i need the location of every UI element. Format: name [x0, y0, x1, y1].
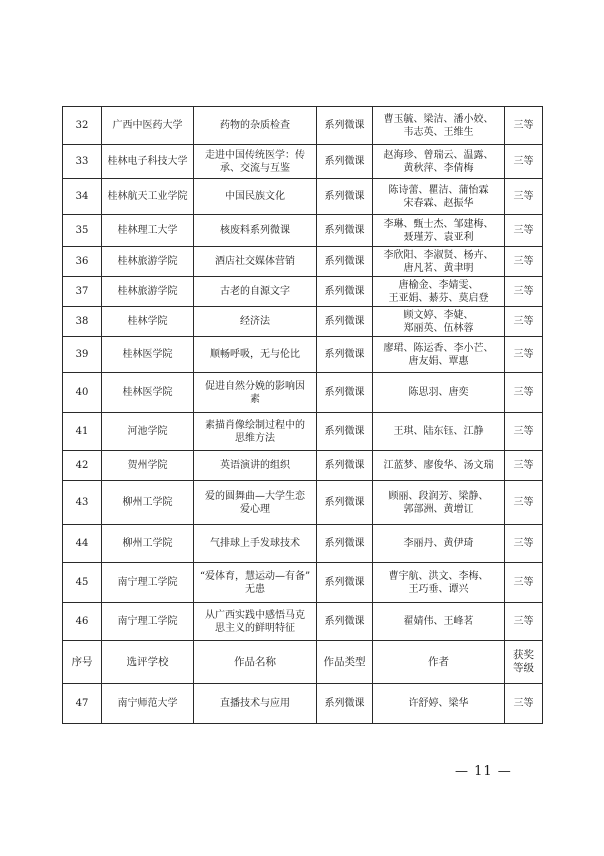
table-row — [63, 145, 543, 179]
cell-type: 系列微课 — [317, 179, 373, 215]
table-row — [63, 525, 543, 563]
cell-name: 经济法 — [194, 307, 317, 337]
header-award: 获奖 等级 — [505, 641, 543, 684]
table-row — [63, 247, 543, 277]
cell-no: 38 — [63, 307, 102, 337]
cell-award: 三等 — [505, 603, 543, 641]
cell-award: 三等 — [505, 413, 543, 451]
cell-school: 桂林旅游学院 — [102, 247, 194, 277]
cell-authors: 陈诗蕾、瞿洁、蒲怡霖 宋春霖、赵振华 — [373, 179, 505, 215]
page-number: — 11 — — [455, 764, 512, 779]
header-name: 作品名称 — [194, 641, 317, 684]
award-table — [62, 106, 543, 724]
cell-authors: 曹宇航、洪文、李梅、 王巧垂、谭兴 — [373, 563, 505, 603]
cell-type: 系列微课 — [317, 337, 373, 373]
cell-no: 37 — [63, 277, 102, 307]
cell-authors: 李琳、甄士杰、邹建梅、 聂瑾芳、袁亚利 — [373, 215, 505, 247]
cell-type: 系列微课 — [317, 563, 373, 603]
cell-authors: 曹玉毓、梁洁、潘小姣、 韦志英、王维生 — [373, 107, 505, 145]
cell-school: 桂林医学院 — [102, 337, 194, 373]
cell-school: 桂林医学院 — [102, 373, 194, 413]
table-row — [63, 413, 543, 451]
cell-type: 系列微课 — [317, 247, 373, 277]
cell-award: 三等 — [505, 247, 543, 277]
cell-award: 三等 — [505, 684, 543, 724]
cell-authors: 李丽丹、黄伊琦 — [373, 525, 505, 563]
cell-award: 三等 — [505, 451, 543, 481]
cell-award: 三等 — [505, 107, 543, 145]
table-header-row — [63, 641, 543, 684]
cell-no: 39 — [63, 337, 102, 373]
cell-school: 柳州工学院 — [102, 525, 194, 563]
cell-authors: 翟婧伟、王峰茗 — [373, 603, 505, 641]
cell-name: 药物的杂质检查 — [194, 107, 317, 145]
cell-school: 桂林学院 — [102, 307, 194, 337]
table-row — [63, 307, 543, 337]
cell-no: 32 — [63, 107, 102, 145]
cell-authors: 李欣阳、李淑贤、杨卉、 唐凡茗、黄聿明 — [373, 247, 505, 277]
cell-award: 三等 — [505, 215, 543, 247]
cell-type: 系列微课 — [317, 373, 373, 413]
cell-name: 素描肖像绘制过程中的 思维方法 — [194, 413, 317, 451]
cell-name: 气排球上手发球技术 — [194, 525, 317, 563]
cell-school: 桂林旅游学院 — [102, 277, 194, 307]
header-type: 作品类型 — [317, 641, 373, 684]
cell-name: 直播技术与应用 — [194, 684, 317, 724]
cell-no: 44 — [63, 525, 102, 563]
table-row — [63, 179, 543, 215]
cell-type: 系列微课 — [317, 451, 373, 481]
cell-school: 河池学院 — [102, 413, 194, 451]
cell-no: 43 — [63, 481, 102, 525]
table-row — [63, 277, 543, 307]
cell-award: 三等 — [505, 525, 543, 563]
cell-no: 41 — [63, 413, 102, 451]
table-row — [63, 684, 543, 724]
cell-no: 34 — [63, 179, 102, 215]
cell-award: 三等 — [505, 373, 543, 413]
cell-school: 桂林航天工业学院 — [102, 179, 194, 215]
table-row — [63, 337, 543, 373]
table-row — [63, 215, 543, 247]
table-row — [63, 481, 543, 525]
cell-name: 核废料系列微课 — [194, 215, 317, 247]
cell-authors: 江蓝梦、廖俊华、汤文瑞 — [373, 451, 505, 481]
cell-authors: 王琪、陆东钰、江静 — [373, 413, 505, 451]
cell-school: 南宁理工学院 — [102, 603, 194, 641]
cell-authors: 许舒婷、梁华 — [373, 684, 505, 724]
cell-name: 促进自然分娩的影响因 素 — [194, 373, 317, 413]
table-row — [63, 563, 543, 603]
cell-type: 系列微课 — [317, 684, 373, 724]
table-row — [63, 373, 543, 413]
cell-school: 桂林理工大学 — [102, 215, 194, 247]
cell-name: 爱的圆舞曲—大学生恋 爱心理 — [194, 481, 317, 525]
cell-type: 系列微课 — [317, 215, 373, 247]
cell-authors: 唐榆金、李婧雯、 王亚娟、綦芬、莫启登 — [373, 277, 505, 307]
cell-award: 三等 — [505, 145, 543, 179]
header-school: 选评学校 — [102, 641, 194, 684]
cell-school: 桂林电子科技大学 — [102, 145, 194, 179]
cell-authors: 顾文婷、李婕、 郑丽英、伍林蓉 — [373, 307, 505, 337]
header-no: 序号 — [63, 641, 102, 684]
cell-authors: 廖珺、陈运香、李小芒、 唐友娟、覃惠 — [373, 337, 505, 373]
cell-no: 46 — [63, 603, 102, 641]
cell-award: 三等 — [505, 307, 543, 337]
cell-no: 47 — [63, 684, 102, 724]
cell-type: 系列微课 — [317, 413, 373, 451]
cell-no: 33 — [63, 145, 102, 179]
cell-award: 三等 — [505, 481, 543, 525]
cell-type: 系列微课 — [317, 145, 373, 179]
cell-school: 南宁理工学院 — [102, 563, 194, 603]
cell-school: 贺州学院 — [102, 451, 194, 481]
table-row — [63, 107, 543, 145]
cell-type: 系列微课 — [317, 603, 373, 641]
cell-authors: 顾丽、段润芳、梁静、 郭部洲、黄增讧 — [373, 481, 505, 525]
cell-award: 三等 — [505, 563, 543, 603]
cell-school: 柳州工学院 — [102, 481, 194, 525]
cell-award: 三等 — [505, 179, 543, 215]
cell-name: 英语演讲的组织 — [194, 451, 317, 481]
cell-name: 从广西实践中感悟马克 思主义的鲜明特征 — [194, 603, 317, 641]
cell-type: 系列微课 — [317, 277, 373, 307]
cell-no: 45 — [63, 563, 102, 603]
cell-award: 三等 — [505, 277, 543, 307]
cell-no: 42 — [63, 451, 102, 481]
cell-name: “爱体育，慧运动—有备” 无患 — [194, 563, 317, 603]
cell-name: 走进中国传统医学：传 承、交流与互鉴 — [194, 145, 317, 179]
cell-school: 广西中医药大学 — [102, 107, 194, 145]
cell-name: 顺畅呼吸，无与伦比 — [194, 337, 317, 373]
table-row — [63, 603, 543, 641]
cell-type: 系列微课 — [317, 525, 373, 563]
cell-name: 中国民族文化 — [194, 179, 317, 215]
cell-no: 35 — [63, 215, 102, 247]
cell-type: 系列微课 — [317, 307, 373, 337]
cell-award: 三等 — [505, 337, 543, 373]
cell-authors: 赵海珍、曾瑞云、温露、 黄秋萍、李倩梅 — [373, 145, 505, 179]
cell-name: 古老的自源文字 — [194, 277, 317, 307]
table-row — [63, 451, 543, 481]
cell-type: 系列微课 — [317, 107, 373, 145]
cell-authors: 陈思羽、唐奕 — [373, 373, 505, 413]
cell-no: 36 — [63, 247, 102, 277]
cell-type: 系列微课 — [317, 481, 373, 525]
cell-school: 南宁师范大学 — [102, 684, 194, 724]
header-authors: 作者 — [373, 641, 505, 684]
cell-name: 酒店社交媒体营销 — [194, 247, 317, 277]
cell-no: 40 — [63, 373, 102, 413]
